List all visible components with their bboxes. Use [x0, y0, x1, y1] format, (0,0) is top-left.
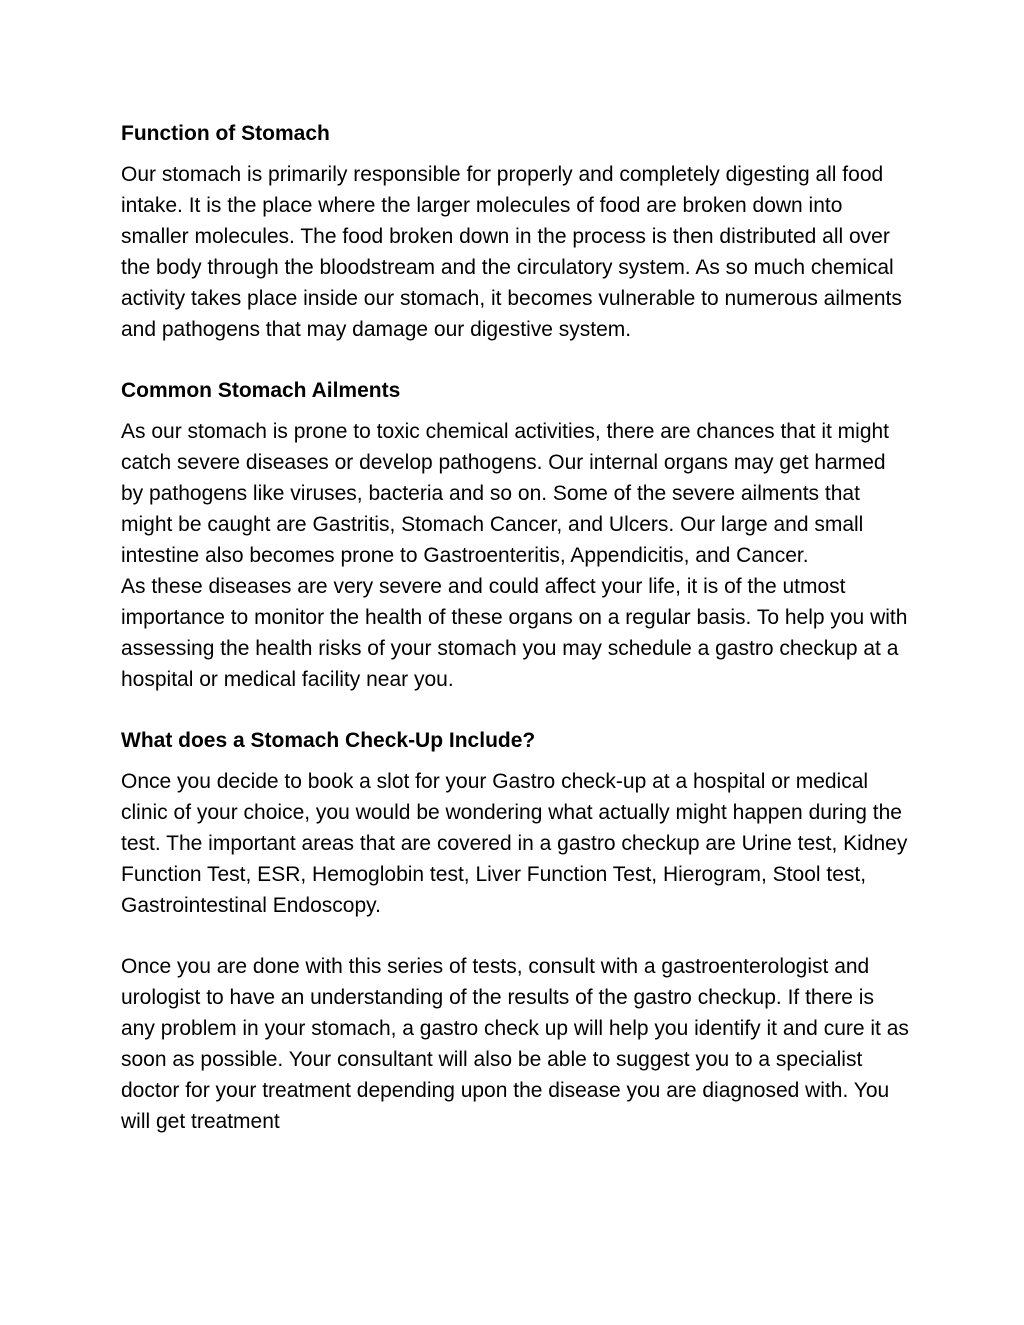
- heading-common-stomach-ailments: Common Stomach Ailments: [121, 379, 401, 402]
- paragraph-spacer: [121, 921, 911, 951]
- document-page: [121, 118, 911, 1137]
- paragraph-ailments-1: As our stomach is prone to toxic chemical activities, there are chances that it might catch severe diseases or develop pathogens. Our internal organs may get harmed by pathogens like viruses, bacteria and so on. Some of the severe ailments that might be caught are Gastritis, Stomach Cancer, and Ulcers. Our large and small intestine also becomes prone to Gastroenteritis, Appendicitis, and Cancer.: [121, 420, 890, 567]
- paragraph-checkup-2: Once you are done with this series of tests, consult with a gastroenterologist and urologist to have an understanding of the results of the gastro checkup. If there is any problem in your stomach, a gastro check up will help you identify it and cure it as soon as possible. Your consultant will also be able to suggest you to a specialist doctor for your treatment depending upon the disease you are diagnosed with. You will get treatment: [121, 955, 909, 1133]
- paragraph-checkup-1: Once you decide to book a slot for your Gastro check-up at a hospital or medical clinic of your choice, you would be wondering what actually might happen during the test. The important areas that are covered in a gastro checkup are Urine test, Kidney Function Test, ESR, Hemoglobin test, Liver Function Test, Hierogram, Stool test, Gastrointestinal Endoscopy.: [121, 770, 908, 917]
- heading-function-of-stomach: Function of Stomach: [121, 122, 330, 145]
- paragraph-function-of-stomach: Our stomach is primarily responsible for properly and completely digesting all food intake. It is the place where the larger molecules of food are broken down into smaller molecules. The food broken down in the process is then distributed all over the body through the bloodstream and the circulatory system. As so much chemical activity takes place inside our stomach, it becomes vulnerable to numerous ailments and pathogens that may damage our digestive system.: [121, 163, 902, 341]
- section-spacer: [121, 345, 911, 375]
- paragraph-ailments-2: As these diseases are very severe and could affect your life, it is of the utmost importance to monitor the health of these organs on a regular basis. To help you with assessing the health risks of your stomach you may schedule a gastro checkup at a hospital or medical facility near you.: [121, 575, 908, 691]
- heading-stomach-checkup: What does a Stomach Check-Up Include?: [121, 729, 536, 752]
- section-spacer: [121, 695, 911, 725]
